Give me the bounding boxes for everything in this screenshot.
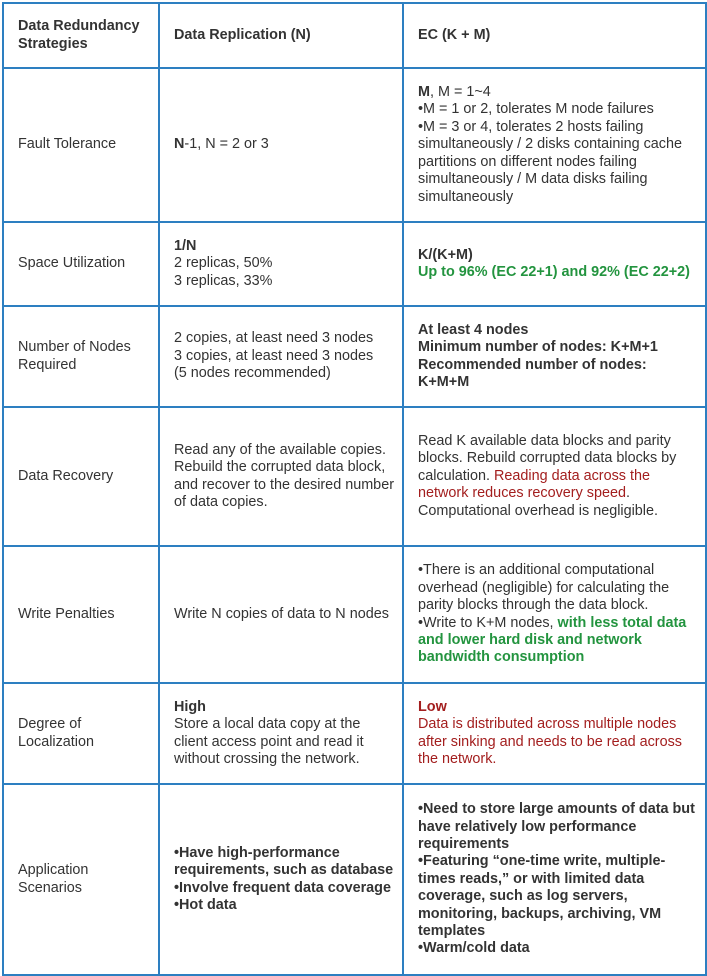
ec-localization-level: Low (418, 698, 447, 715)
row-label: Fault Tolerance (3, 68, 159, 222)
ec-cell (403, 306, 706, 407)
ec-fault-line: •M = 1 or 2, tolerates M node failures (418, 101, 654, 118)
ec-cell (403, 407, 706, 546)
header-replication: Data Replication (N) (159, 3, 403, 68)
ec-write-highlight: with less total data and lower hard disk and network bandwidth consumption (418, 614, 687, 666)
ec-space-formula: K/(K+M) (418, 246, 473, 263)
replication-cell (159, 68, 403, 222)
replication-cell (159, 784, 403, 975)
ec-nodes-line: Minimum number of nodes: K+M+1 (418, 339, 658, 356)
replication-cell (159, 222, 403, 306)
ec-write-prefix: •Write to K+M nodes, (418, 614, 558, 631)
replication-cell (159, 306, 403, 407)
ec-recovery-text: Read K available data blocks and parity blocks. Rebuild corrupted data blocks by calculation. (418, 432, 677, 484)
replication-fault-bold: N (174, 136, 185, 153)
replication-nodes-line: 3 copies, at least need 3 nodes (174, 347, 374, 364)
replication-localization-level: High (174, 698, 206, 715)
table-row (3, 784, 706, 975)
replication-scenario-item: •Hot data (174, 896, 237, 913)
header-strategies: Data Redundancy Strategies (3, 3, 159, 68)
table-row (3, 306, 706, 407)
row-label: Number of Nodes Required (3, 306, 159, 407)
table-row (3, 407, 706, 546)
replication-nodes-line: 2 copies, at least need 3 nodes (174, 330, 374, 347)
ec-scenario-item: •Featuring “one-time write, multiple-times reads,” or with limited data coverage, such as log servers, monitoring, backups, archiving, VM templates (418, 853, 666, 940)
row-label: Data Recovery (3, 407, 159, 546)
ec-fault-text: , M = 1~4 (430, 84, 491, 101)
ec-cell (403, 68, 706, 222)
replication-nodes-line: (5 nodes recommended) (174, 365, 331, 382)
replication-localization-text: Store a local data copy at the client access point and read it without crossing the network. (174, 716, 364, 767)
ec-fault-bold: M (418, 84, 430, 101)
table-row (3, 68, 706, 222)
row-label: Application Scenarios (3, 784, 159, 975)
replication-scenario-item: •Have high-performance requirements, such as database (174, 844, 394, 879)
table-row (3, 546, 706, 683)
row-label: Write Penalties (3, 546, 159, 683)
ec-recovery-text-after: . Computational overhead is negligible. (418, 485, 658, 519)
ec-localization-text: Data is distributed across multiple nodes after sinking and needs to be read across the network. (418, 716, 682, 767)
ec-cell (403, 784, 706, 975)
replication-space-formula: 1/N (174, 237, 197, 254)
ec-cell (403, 222, 706, 306)
ec-cell (403, 546, 706, 683)
replication-space-line: 2 replicas, 50% (174, 255, 273, 272)
ec-nodes-line: Recommended number of nodes: K+M+M (418, 356, 647, 390)
ec-cell (403, 683, 706, 784)
replication-cell (159, 683, 403, 784)
replication-scenario-item: •Involve frequent data coverage (174, 879, 391, 896)
row-label: Degree of Localization (3, 683, 159, 784)
ec-write-line: •There is an additional computational overhead (negligible) for calculating the parity blocks through the data block. (418, 562, 670, 614)
comparison-table (2, 2, 707, 976)
header-ec: EC (K + M) (403, 3, 706, 68)
ec-recovery-highlight: Reading data across the network reduces recovery speed (418, 467, 650, 502)
table-row (3, 222, 706, 306)
row-label: Space Utilization (3, 222, 159, 306)
ec-nodes-line: At least 4 nodes (418, 321, 529, 338)
ec-space-highlight: Up to 96% (EC 22+1) and 92% (EC 22+2) (418, 264, 690, 280)
replication-fault-text: -1, N = 2 or 3 (184, 136, 269, 153)
header-row (3, 3, 706, 68)
replication-cell: Read any of the available copies. Rebuild the corrupted data block, and recover to the desired number of data copies. (159, 407, 403, 546)
replication-cell: Write N copies of data to N nodes (159, 546, 403, 683)
ec-scenario-item: •Need to store large amounts of data but have relatively low performance requirements (418, 801, 695, 852)
ec-fault-line: •M = 3 or 4, tolerates 2 hosts failing simultaneously / 2 disks containing cache partitions on different nodes failing simultaneously / M data disks failing simultaneously (418, 118, 682, 205)
table-row (3, 683, 706, 784)
ec-scenario-item: •Warm/cold data (418, 940, 530, 957)
replication-space-line: 3 replicas, 33% (174, 272, 273, 289)
